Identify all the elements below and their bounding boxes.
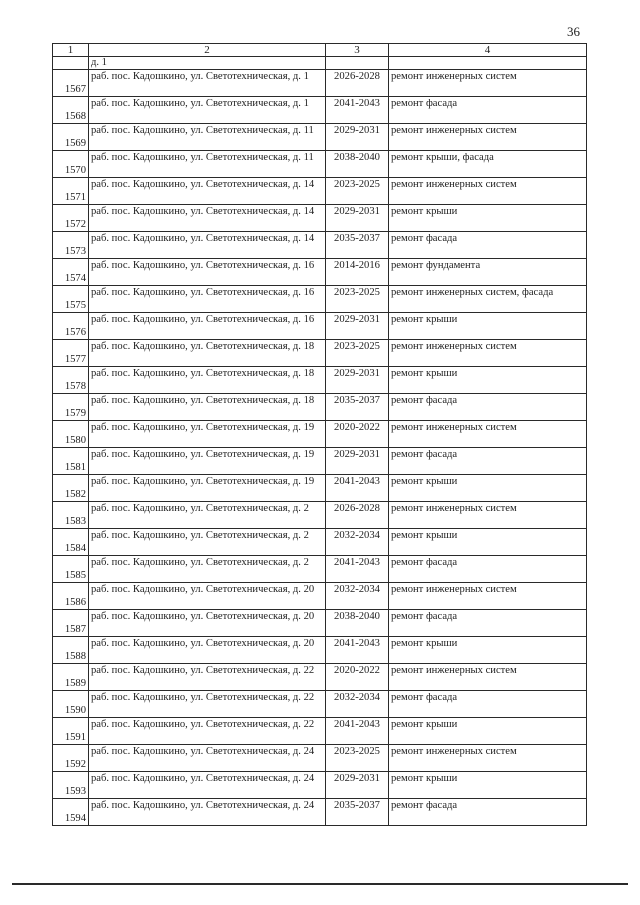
row-number-cell: 1567 <box>53 70 89 97</box>
row-number-cell: 1579 <box>53 394 89 421</box>
bottom-rule <box>12 883 628 885</box>
row-number-cell: 1576 <box>53 313 89 340</box>
column-header-4: 4 <box>389 44 587 57</box>
years-cell: 2023-2025 <box>326 178 389 205</box>
address-cell: раб. пос. Кадошкино, ул. Светотехническая, д. 14 <box>89 178 326 205</box>
row-number-cell: 1580 <box>53 421 89 448</box>
table-row <box>53 70 587 97</box>
years-cell: 2041-2043 <box>326 718 389 745</box>
work-type-cell: ремонт инженерных систем <box>389 124 587 151</box>
table-row <box>53 772 587 799</box>
row-number-cell: 1577 <box>53 340 89 367</box>
table-row <box>53 664 587 691</box>
address-cell: раб. пос. Кадошкино, ул. Светотехническая, д. 2 <box>89 529 326 556</box>
years-cell: 2029-2031 <box>326 448 389 475</box>
table-row <box>53 97 587 124</box>
years-cell: 2041-2043 <box>326 556 389 583</box>
address-cell: раб. пос. Кадошкино, ул. Светотехническая, д. 22 <box>89 664 326 691</box>
row-number-cell: 1587 <box>53 610 89 637</box>
years-cell: 2029-2031 <box>326 124 389 151</box>
years-cell: 2035-2037 <box>326 232 389 259</box>
table-row <box>53 475 587 502</box>
row-number-cell: 1569 <box>53 124 89 151</box>
years-cell: 2035-2037 <box>326 394 389 421</box>
years-cell: 2023-2025 <box>326 745 389 772</box>
years-cell: 2026-2028 <box>326 502 389 529</box>
row-number-cell: 1593 <box>53 772 89 799</box>
continuation-num-cell <box>53 57 89 70</box>
work-type-cell: ремонт фасада <box>389 394 587 421</box>
address-cell: раб. пос. Кадошкино, ул. Светотехническая, д. 1 <box>89 70 326 97</box>
address-cell: раб. пос. Кадошкино, ул. Светотехническая, д. 14 <box>89 205 326 232</box>
address-cell: раб. пос. Кадошкино, ул. Светотехническая, д. 18 <box>89 340 326 367</box>
years-cell: 2035-2037 <box>326 799 389 826</box>
row-number-cell: 1571 <box>53 178 89 205</box>
years-cell: 2014-2016 <box>326 259 389 286</box>
years-cell: 2026-2028 <box>326 70 389 97</box>
table-row <box>53 745 587 772</box>
years-cell: 2032-2034 <box>326 529 389 556</box>
work-type-cell: ремонт фасада <box>389 691 587 718</box>
work-type-cell: ремонт крыши <box>389 475 587 502</box>
address-cell: раб. пос. Кадошкино, ул. Светотехническая, д. 18 <box>89 394 326 421</box>
table-row <box>53 718 587 745</box>
row-number-cell: 1586 <box>53 583 89 610</box>
work-type-cell: ремонт крыши <box>389 367 587 394</box>
work-type-cell: ремонт фасада <box>389 799 587 826</box>
work-type-cell: ремонт инженерных систем <box>389 70 587 97</box>
work-type-cell: ремонт инженерных систем <box>389 340 587 367</box>
address-cell: раб. пос. Кадошкино, ул. Светотехническая, д. 16 <box>89 313 326 340</box>
address-cell: раб. пос. Кадошкино, ул. Светотехническая, д. 1 <box>89 97 326 124</box>
address-cell: раб. пос. Кадошкино, ул. Светотехническая, д. 18 <box>89 367 326 394</box>
table-row <box>53 448 587 475</box>
address-cell: раб. пос. Кадошкино, ул. Светотехническая, д. 24 <box>89 745 326 772</box>
years-cell: 2032-2034 <box>326 691 389 718</box>
address-cell: раб. пос. Кадошкино, ул. Светотехническая, д. 24 <box>89 799 326 826</box>
continuation-work-cell <box>389 57 587 70</box>
row-number-cell: 1590 <box>53 691 89 718</box>
years-cell: 2029-2031 <box>326 367 389 394</box>
column-header-1: 1 <box>53 44 89 57</box>
work-type-cell: ремонт крыши <box>389 718 587 745</box>
row-number-cell: 1581 <box>53 448 89 475</box>
row-number-cell: 1585 <box>53 556 89 583</box>
address-cell: раб. пос. Кадошкино, ул. Светотехническая, д. 11 <box>89 151 326 178</box>
work-type-cell: ремонт инженерных систем <box>389 745 587 772</box>
years-cell: 2023-2025 <box>326 286 389 313</box>
row-number-cell: 1582 <box>53 475 89 502</box>
years-cell: 2029-2031 <box>326 313 389 340</box>
address-cell: раб. пос. Кадошкино, ул. Светотехническая, д. 22 <box>89 691 326 718</box>
table-row <box>53 205 587 232</box>
work-type-cell: ремонт фундамента <box>389 259 587 286</box>
years-cell: 2041-2043 <box>326 637 389 664</box>
work-type-cell: ремонт инженерных систем <box>389 664 587 691</box>
row-number-cell: 1568 <box>53 97 89 124</box>
address-cell: раб. пос. Кадошкино, ул. Светотехническая, д. 16 <box>89 259 326 286</box>
years-cell: 2038-2040 <box>326 151 389 178</box>
address-cell: раб. пос. Кадошкино, ул. Светотехническая, д. 22 <box>89 718 326 745</box>
table-row <box>53 394 587 421</box>
table-row <box>53 232 587 259</box>
years-cell: 2020-2022 <box>326 664 389 691</box>
work-type-cell: ремонт фасада <box>389 448 587 475</box>
table-row <box>53 340 587 367</box>
row-number-cell: 1588 <box>53 637 89 664</box>
work-type-cell: ремонт фасада <box>389 97 587 124</box>
repair-schedule-table <box>52 43 587 826</box>
table-row <box>53 691 587 718</box>
table-row <box>53 178 587 205</box>
column-header-3: 3 <box>326 44 389 57</box>
address-cell: раб. пос. Кадошкино, ул. Светотехническая, д. 11 <box>89 124 326 151</box>
address-cell: раб. пос. Кадошкино, ул. Светотехническая, д. 20 <box>89 583 326 610</box>
table-row <box>53 610 587 637</box>
work-type-cell: ремонт крыши <box>389 637 587 664</box>
row-number-cell: 1583 <box>53 502 89 529</box>
row-number-cell: 1570 <box>53 151 89 178</box>
table-row <box>53 313 587 340</box>
row-number-cell: 1589 <box>53 664 89 691</box>
continuation-row <box>53 57 587 70</box>
address-cell: раб. пос. Кадошкино, ул. Светотехническая, д. 19 <box>89 421 326 448</box>
row-number-cell: 1592 <box>53 745 89 772</box>
address-cell: раб. пос. Кадошкино, ул. Светотехническая, д. 20 <box>89 610 326 637</box>
years-cell: 2023-2025 <box>326 340 389 367</box>
address-cell: раб. пос. Кадошкино, ул. Светотехническая, д. 16 <box>89 286 326 313</box>
address-cell: раб. пос. Кадошкино, ул. Светотехническая, д. 2 <box>89 502 326 529</box>
continuation-years-cell <box>326 57 389 70</box>
table-header-row <box>53 44 587 57</box>
work-type-cell: ремонт инженерных систем <box>389 421 587 448</box>
years-cell: 2041-2043 <box>326 97 389 124</box>
work-type-cell: ремонт крыши, фасада <box>389 151 587 178</box>
address-cell: раб. пос. Кадошкино, ул. Светотехническая, д. 19 <box>89 475 326 502</box>
table-row <box>53 529 587 556</box>
table-row <box>53 799 587 826</box>
row-number-cell: 1584 <box>53 529 89 556</box>
table-row <box>53 502 587 529</box>
work-type-cell: ремонт инженерных систем, фасада <box>389 286 587 313</box>
years-cell: 2041-2043 <box>326 475 389 502</box>
address-cell: раб. пос. Кадошкино, ул. Светотехническая, д. 14 <box>89 232 326 259</box>
table-row <box>53 556 587 583</box>
years-cell: 2020-2022 <box>326 421 389 448</box>
continuation-address-cell: д. 1 <box>89 57 326 70</box>
work-type-cell: ремонт инженерных систем <box>389 502 587 529</box>
table-row <box>53 367 587 394</box>
column-header-2: 2 <box>89 44 326 57</box>
table-row <box>53 637 587 664</box>
work-type-cell: ремонт фасада <box>389 556 587 583</box>
table-row <box>53 583 587 610</box>
row-number-cell: 1574 <box>53 259 89 286</box>
work-type-cell: ремонт фасада <box>389 610 587 637</box>
row-number-cell: 1575 <box>53 286 89 313</box>
row-number-cell: 1573 <box>53 232 89 259</box>
address-cell: раб. пос. Кадошкино, ул. Светотехническая, д. 19 <box>89 448 326 475</box>
table-row <box>53 286 587 313</box>
work-type-cell: ремонт фасада <box>389 232 587 259</box>
work-type-cell: ремонт крыши <box>389 529 587 556</box>
work-type-cell: ремонт инженерных систем <box>389 583 587 610</box>
page-number: 36 <box>567 24 580 39</box>
table-row <box>53 151 587 178</box>
row-number-cell: 1572 <box>53 205 89 232</box>
row-number-cell: 1594 <box>53 799 89 826</box>
row-number-cell: 1578 <box>53 367 89 394</box>
work-type-cell: ремонт крыши <box>389 205 587 232</box>
address-cell: раб. пос. Кадошкино, ул. Светотехническая, д. 2 <box>89 556 326 583</box>
table-row <box>53 124 587 151</box>
work-type-cell: ремонт крыши <box>389 772 587 799</box>
work-type-cell: ремонт инженерных систем <box>389 178 587 205</box>
years-cell: 2038-2040 <box>326 610 389 637</box>
work-type-cell: ремонт крыши <box>389 313 587 340</box>
years-cell: 2032-2034 <box>326 583 389 610</box>
table-row <box>53 259 587 286</box>
years-cell: 2029-2031 <box>326 772 389 799</box>
address-cell: раб. пос. Кадошкино, ул. Светотехническая, д. 24 <box>89 772 326 799</box>
address-cell: раб. пос. Кадошкино, ул. Светотехническая, д. 20 <box>89 637 326 664</box>
row-number-cell: 1591 <box>53 718 89 745</box>
table-row <box>53 421 587 448</box>
years-cell: 2029-2031 <box>326 205 389 232</box>
